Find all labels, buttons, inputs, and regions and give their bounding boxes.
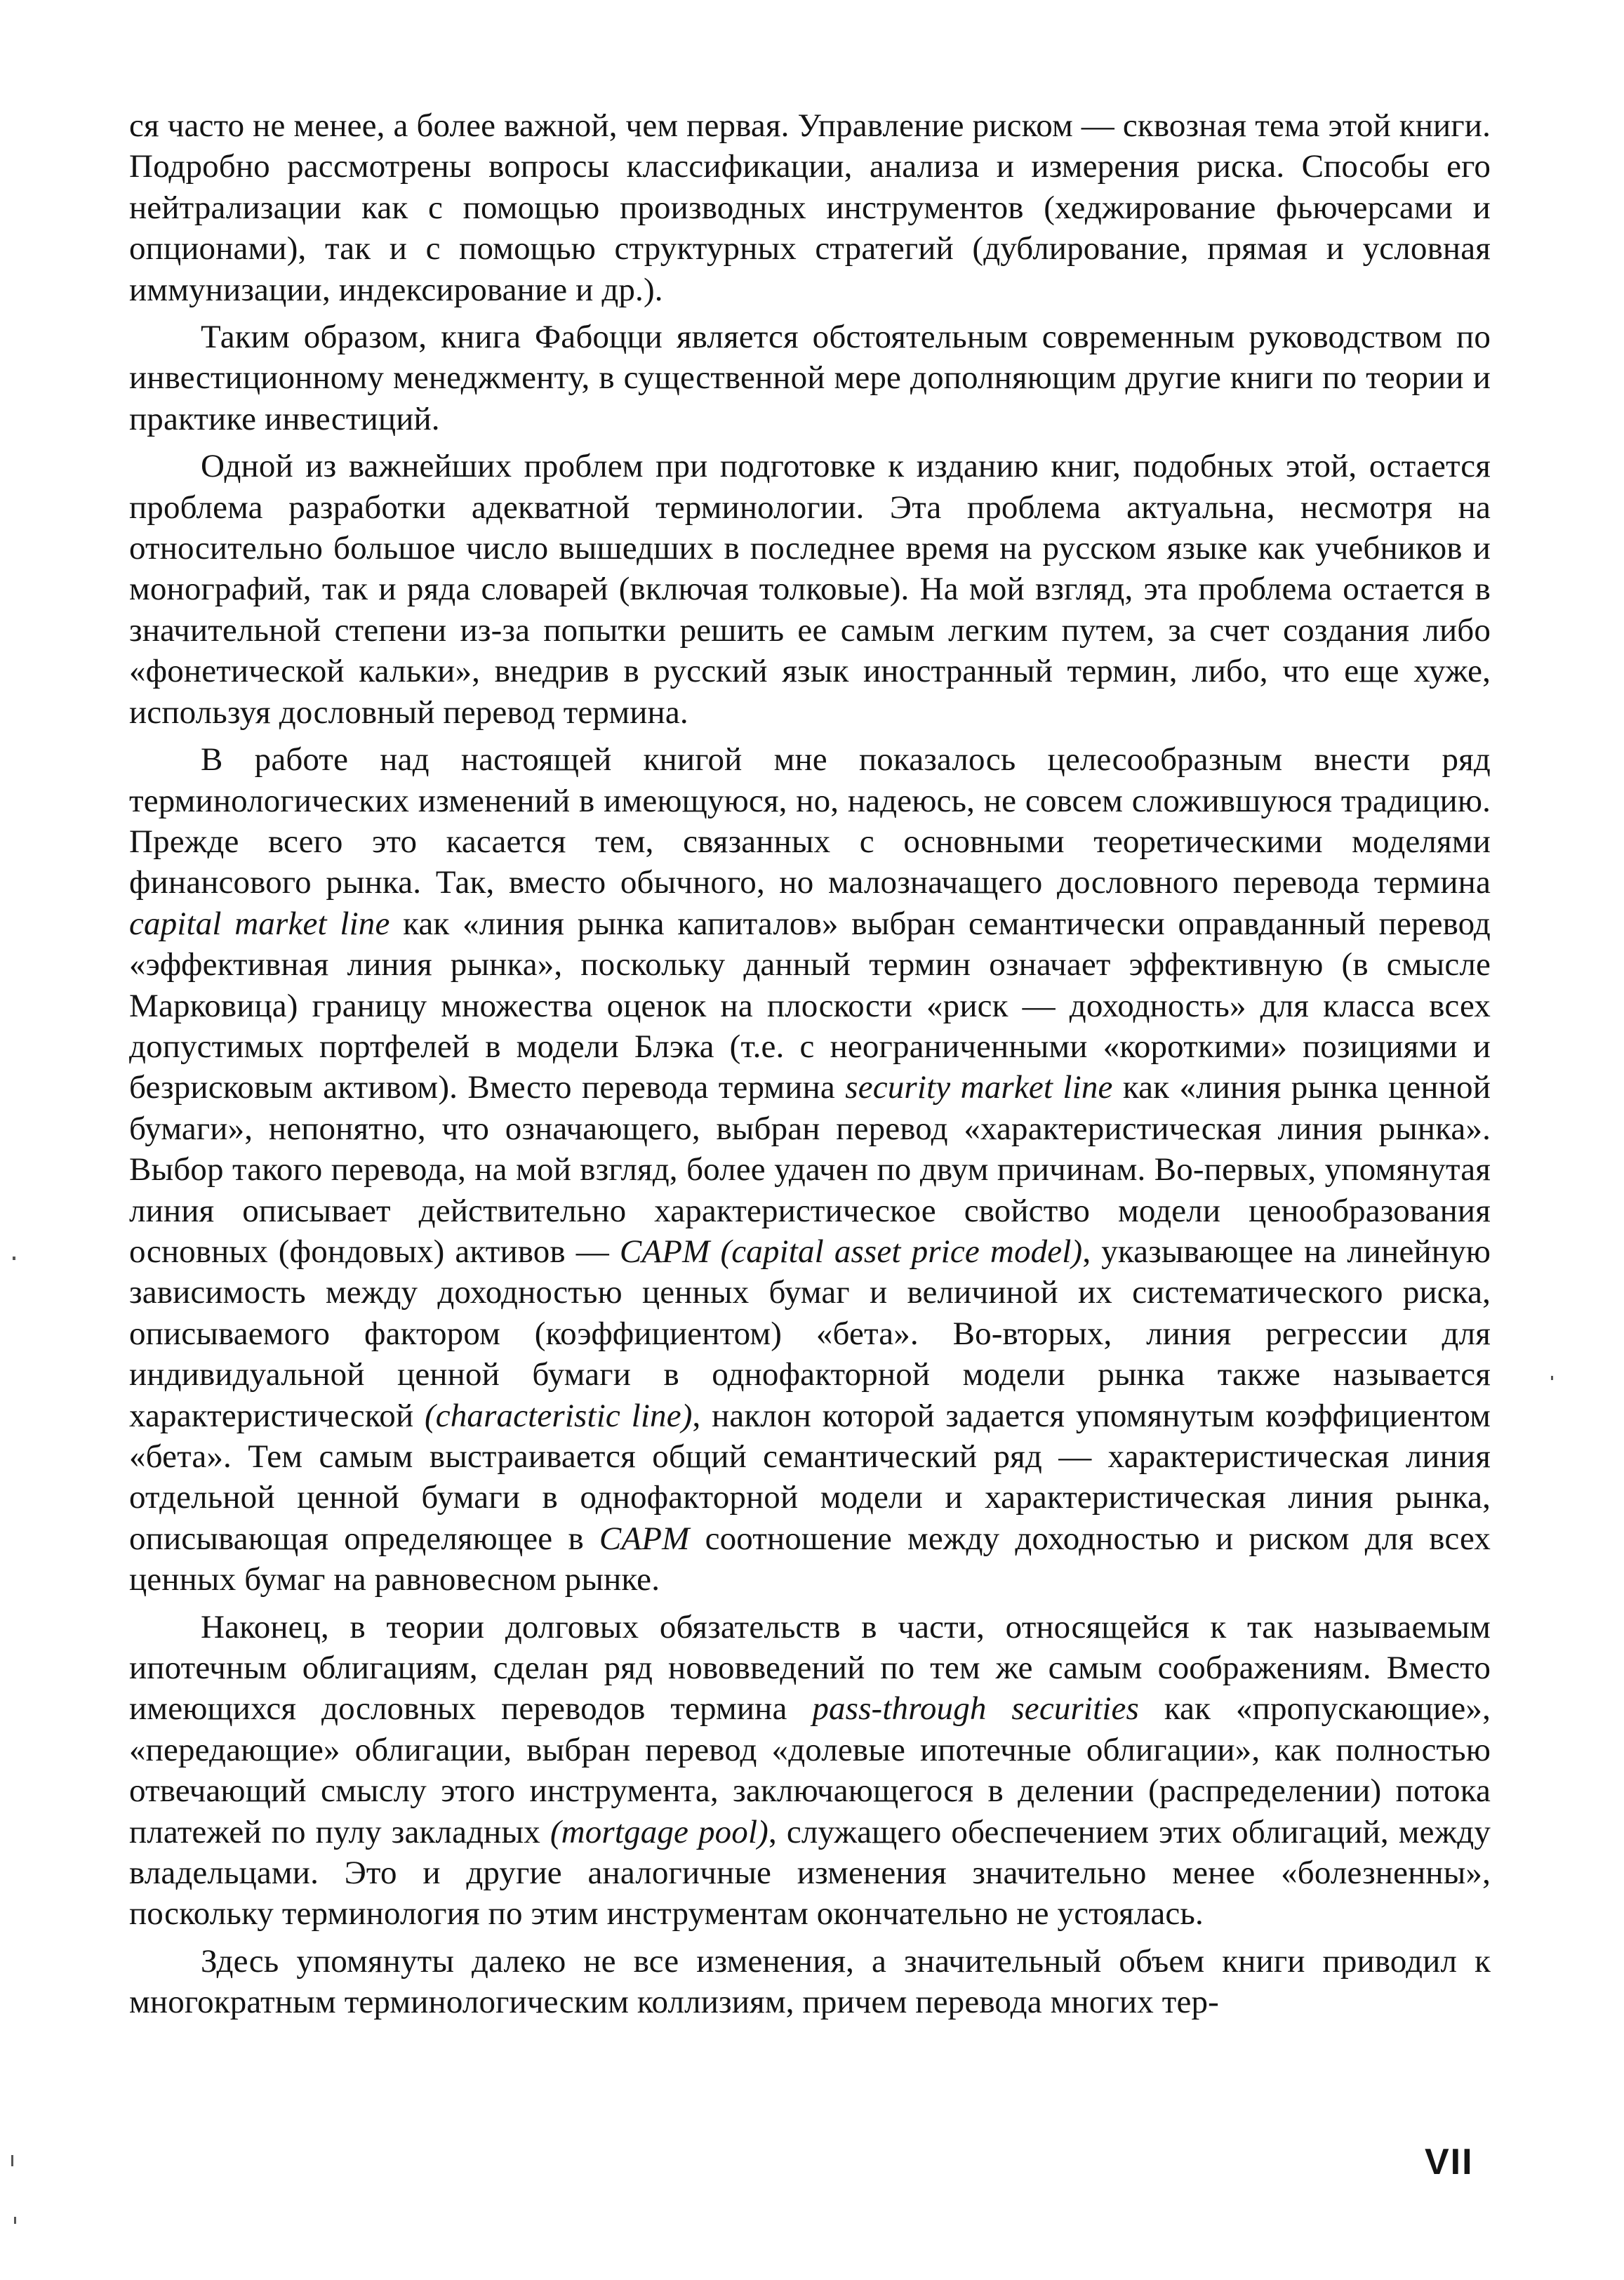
scan-speck: [14, 2217, 16, 2224]
text-run: как «пропускающие», «передающие» облигации, выбран перевод «долевые ипотечные облигации», как полностью отвечающий смыслу этого инструмента, заключающегося в делении (распределении) потока платежей по пулу закладных: [129, 1690, 1491, 1850]
text-run: как «линия рынка капиталов» выбран семантически оправданный перевод «эффективная линия рынка», поскольку данный термин означает эффективную (в смысле Марковица) границу множества оценок на плоскости «риск — доходность» для класса всех допустимых портфелей в модели Блэка (т.е. с неограниченными «короткими» позициями и безрисковым активом). Вместо перевода термина: [129, 905, 1491, 1106]
text-run: , служащего обеспечением этих облигаций, между владельцами. Это и другие аналогичные изменения значительно менее «болезненны», поскольку терминология по этим инструментам окончательно не устоялась.: [129, 1813, 1491, 1933]
paragraph: [129, 317, 1491, 439]
italic-term: pass-through securities: [812, 1690, 1139, 1728]
italic-term: (characteristic line): [424, 1397, 693, 1434]
italic-term: (mortgage pool): [550, 1813, 768, 1850]
page-number: VII: [1425, 2142, 1474, 2182]
paragraph: [129, 1941, 1491, 2023]
text-run: Здесь упомянуты далеко не все изменения, а значительный объем книги приводил к многократным терминологическим коллизиям, причем перевода многих тер-: [129, 1942, 1491, 2021]
italic-term: CAPM (capital asset price model): [619, 1233, 1083, 1270]
paragraph: [129, 1607, 1491, 1935]
text-run: Наконец, в теории долговых обязательств в части, относящейся к так называемым ипотечным облигациям, сделан ряд нововведений по тем же самым соображениям. Вместо имеющихся дословных переводов термина: [129, 1608, 1491, 1728]
text-run: , наклон которой задается упомянутым коэффициентом «бета». Тем самым выстраивается общий семантический ряд — характеристическая линия отдельной ценной бумаги в однофакторной модели и характеристическая линия рынка, описывающая определяющее в: [129, 1397, 1491, 1557]
scan-speck: [13, 1257, 15, 1260]
text-run: В работе над настоящей книгой мне показалось целесообразным внести ряд терминологических изменений в имеющуюся, но, надеюсь, не совсем сложившуюся традицию. Прежде всего это касается тем, связанных с основными теоретическими моделями финансового рынка. Так, вместо обычного, но малозначащего дословного перевода термина: [129, 741, 1491, 901]
text-run: Таким образом, книга Фабоцци является обстоятельным современным руководством по инвестиционному менеджменту, в существенной мере дополняющим другие книги по теории и практике инвестиций.: [129, 319, 1491, 437]
paragraph: [129, 739, 1491, 1600]
text-run: соотношение между доходностью и риском для всех ценных бумаг на равновесном рынке.: [129, 1520, 1491, 1598]
text-run: , указывающее на линейную зависимость между доходностью ценных бумаг и величиной их систематического риска, описываемого фактором (коэффициентом) «бета». Во-вторых, линия регрессии для индивидуальной ценной бумаги в однофакторной модели рынка также называется характеристической: [129, 1233, 1491, 1434]
text-run: как «линия рынка ценной бумаги», непонятно, что означающего, выбран перевод «характеристическая линия рынка». Выбор такого перевода, на мой взгляд, более удачен по двум причинам. Во-первых, упомянутая линия описывает действительно характеристическое свойство модели ценообразования основных (фондовых) активов —: [129, 1069, 1491, 1270]
paragraph: [129, 105, 1491, 310]
italic-term: CAPM: [599, 1520, 690, 1557]
body-text: [129, 105, 1491, 2023]
scan-speck: [1551, 1376, 1553, 1380]
text-run: ся часто не менее, а более важной, чем первая. Управление риском — сквозная тема этой книги. Подробно рассмотрены вопросы классификации, анализа и измерения риска. Способы его нейтрализации как с помощью производных инструментов (хеджирование фьючерсами и опционами), так и с помощью структурных стратегий (дублирование, прямая и условная иммунизации, индексирование и др.).: [129, 107, 1491, 308]
paragraph: [129, 446, 1491, 733]
italic-term: security market line: [845, 1069, 1113, 1106]
italic-term: capital market line: [129, 905, 390, 942]
scan-speck: [11, 2155, 13, 2166]
text-run: Одной из важнейших проблем при подготовке к изданию книг, подобных этой, остается проблема разработки адекватной терминологии. Эта проблема актуальна, несмотря на относительно большое число вышедших в последнее время на русском языке как учебников и монографий, так и ряда словарей (включая толковые). На мой взгляд, эта проблема остается в значительной степени из-за попытки решить ее самым легким путем, за счет создания либо «фонетической кальки», внедрив в русский язык иностранный термин, либо, что еще хуже, используя дословный перевод термина.: [129, 448, 1491, 731]
